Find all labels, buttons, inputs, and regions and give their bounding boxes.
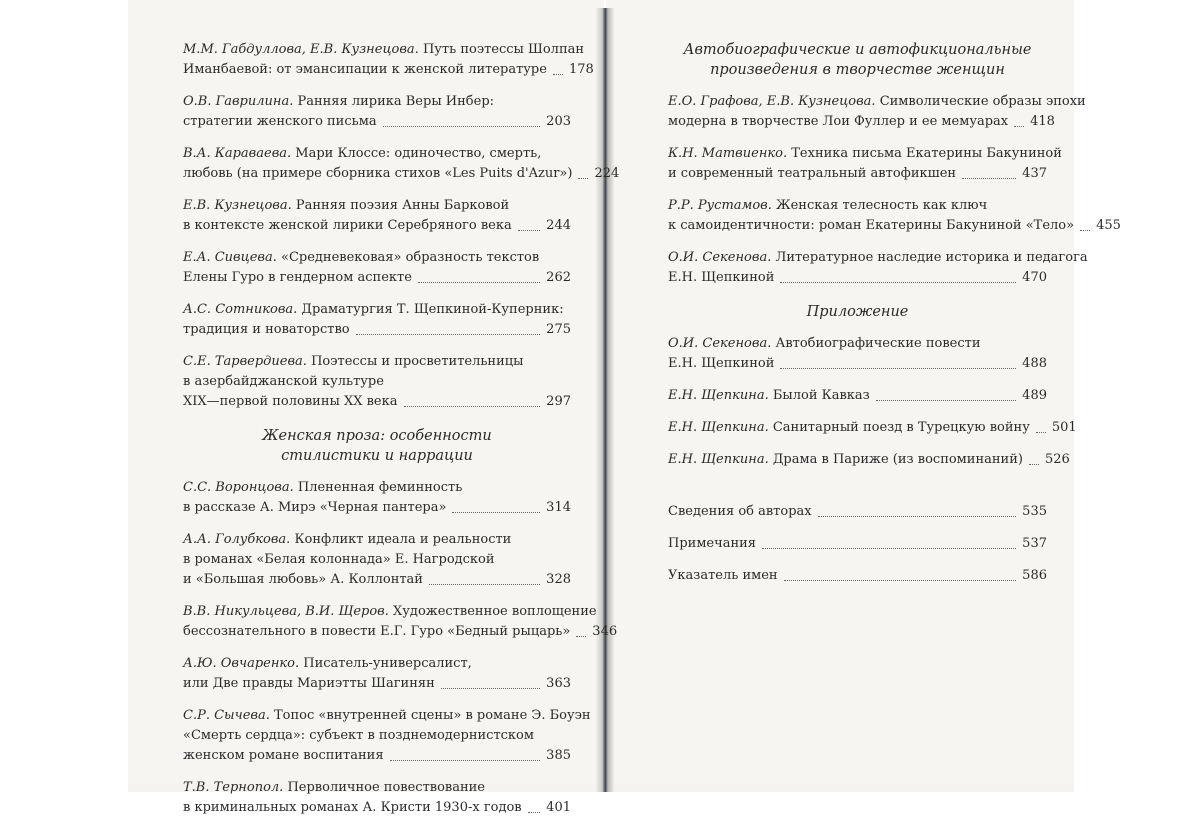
toc-entry-line	[183, 92, 571, 112]
toc-entry-line	[668, 354, 1047, 374]
toc-entry-line	[668, 196, 1047, 216]
toc-title: Е.Н. Щепкиной	[668, 356, 775, 371]
toc-entry	[668, 334, 1047, 374]
toc-author: О.И. Секенова.	[668, 250, 772, 265]
toc-entry-line	[183, 530, 571, 550]
toc-title: Поэтессы и просветительницы	[311, 354, 524, 369]
toc-entry	[183, 530, 571, 590]
toc-title: Автобиографические повести	[775, 336, 981, 351]
toc-entry-line	[668, 418, 1077, 438]
toc-entry-line	[183, 320, 571, 340]
toc-title: Ранняя лирика Веры Инбер:	[297, 94, 495, 109]
toc-title: или Две правды Мариэтты Шагинян	[183, 676, 435, 691]
toc-author: В.В. Никульцева, В.И. Щеров.	[183, 604, 389, 619]
toc-entry-line	[183, 706, 591, 726]
toc-entry-line	[183, 196, 571, 216]
toc-entry	[668, 502, 1047, 522]
right-page-contents	[668, 40, 1121, 598]
toc-entry-line	[183, 570, 571, 590]
toc-entry-line	[183, 798, 571, 818]
book-spine	[596, 8, 614, 792]
toc-entry	[183, 654, 571, 694]
toc-title: бессознательного в повести Е.Г. Гуро «Бедный рыцарь»	[183, 624, 571, 639]
toc-entry-line	[668, 566, 1047, 586]
dot-leader	[1014, 125, 1024, 127]
toc-author: А.С. Сотникова.	[183, 302, 298, 317]
dot-leader	[876, 399, 1016, 401]
dot-leader	[818, 515, 1017, 517]
toc-entry-line	[668, 92, 1086, 112]
toc-entry	[668, 534, 1047, 554]
dot-leader	[784, 579, 1017, 581]
toc-entry-line	[668, 164, 1047, 184]
toc-entry	[183, 92, 571, 132]
toc-title: Былой Кавказ	[772, 388, 870, 403]
toc-title: в контексте женской лирики Серебряного века	[183, 218, 512, 233]
toc-page-number: 401	[546, 800, 571, 815]
toc-list	[668, 502, 1047, 586]
toc-title: любовь (на примере сборника стихов «Les Puits d'Azur»)	[183, 166, 573, 181]
toc-author: К.Н. Матвиенко.	[668, 146, 788, 161]
toc-entry-line	[183, 268, 571, 288]
toc-page-number: 203	[546, 114, 571, 129]
toc-title: Перволичное повествование	[287, 780, 485, 795]
toc-entry-line	[183, 352, 571, 372]
dot-leader	[762, 547, 1016, 549]
toc-entry	[183, 300, 571, 340]
toc-entry-line	[668, 248, 1088, 268]
toc-page-number: 537	[1022, 536, 1047, 551]
toc-entry	[183, 778, 571, 818]
toc-title: Ранняя поэзия Анны Барковой	[295, 198, 510, 213]
toc-list	[183, 478, 618, 818]
dot-leader	[576, 635, 586, 637]
toc-page-number: 244	[546, 218, 571, 233]
toc-author: М.М. Габдуллова, Е.В. Кузнецова.	[183, 42, 419, 57]
toc-entry	[668, 92, 1086, 132]
toc-entry-line	[183, 674, 571, 694]
toc-entry-line	[183, 746, 571, 766]
toc-title: в азербайджанской культуре	[183, 374, 384, 389]
toc-page-number: 314	[546, 500, 571, 515]
toc-author: С.Р. Сычева.	[183, 708, 270, 723]
toc-title: и «Большая любовь» А. Коллонтай	[183, 572, 423, 587]
toc-page-number: 297	[546, 394, 571, 409]
toc-page-number: 178	[568, 62, 594, 77]
toc-author: О.В. Гаврилина.	[183, 94, 294, 109]
dot-leader	[518, 229, 540, 231]
toc-title: Примечания	[668, 536, 757, 551]
toc-entry-line	[668, 450, 1070, 470]
dot-leader	[780, 281, 1016, 283]
dot-leader	[1036, 431, 1046, 433]
toc-author: Е.В. Кузнецова.	[183, 198, 292, 213]
toc-entry	[183, 196, 571, 236]
toc-entry-line	[183, 654, 571, 674]
toc-page-number: 328	[546, 572, 571, 587]
toc-title: Литературное наследие историка и педагога	[775, 250, 1088, 265]
toc-title: Е.Н. Щепкиной	[668, 270, 775, 285]
dot-leader	[383, 125, 541, 127]
dot-leader	[452, 511, 540, 513]
toc-entry-line	[668, 112, 1055, 132]
toc-page-number: 363	[546, 676, 571, 691]
toc-page-number: 526	[1044, 452, 1070, 467]
dot-leader	[1080, 229, 1090, 231]
toc-title: Топос «внутренней сцены» в романе Э. Боуэн	[274, 708, 591, 723]
toc-entry	[668, 248, 1088, 288]
toc-page-number: 455	[1096, 218, 1121, 233]
toc-entry	[183, 706, 591, 766]
toc-title: Иманбаевой: от эмансипации к женской литературе	[183, 62, 547, 77]
dot-leader	[578, 177, 588, 179]
toc-title: Мари Клоссе: одиночество, смерть,	[295, 146, 542, 161]
toc-title: Елены Гуро в гендерном аспекте	[183, 270, 412, 285]
toc-entry-line	[183, 478, 571, 498]
toc-entry-line	[183, 248, 571, 268]
dot-leader	[441, 687, 540, 689]
toc-entry	[183, 352, 571, 412]
toc-page-number: 501	[1051, 420, 1077, 435]
toc-entry-line	[183, 550, 571, 570]
toc-title: Драматургия Т. Щепкиной-Куперник:	[301, 302, 564, 317]
toc-entry-line	[183, 778, 571, 798]
dot-leader	[780, 367, 1016, 369]
toc-entry-line	[183, 164, 620, 184]
dot-leader	[553, 73, 563, 75]
toc-title: Художественное воплощение	[393, 604, 597, 619]
dot-leader	[390, 759, 541, 761]
toc-page-number: 489	[1022, 388, 1047, 403]
toc-title: «Средневековая» образность текстов	[280, 250, 540, 265]
toc-author: А.А. Голубкова.	[183, 532, 291, 547]
toc-title: Сведения об авторах	[668, 504, 812, 519]
toc-author: О.И. Секенова.	[668, 336, 772, 351]
toc-entry	[668, 196, 1121, 236]
toc-entry	[668, 144, 1062, 184]
toc-page-number: 488	[1022, 356, 1047, 371]
toc-title: Указатель имен	[668, 568, 778, 583]
appendix-title: Приложение	[806, 304, 909, 320]
toc-author: Е.А. Сивцева.	[183, 250, 277, 265]
toc-author: Р.Р. Рустамов.	[668, 198, 772, 213]
toc-author: С.Е. Тарвердиева.	[183, 354, 307, 369]
toc-entry	[183, 144, 620, 184]
toc-title: к самоидентичности: роман Екатерины Бакуниной «Тело»	[668, 218, 1075, 233]
dot-leader	[429, 583, 540, 585]
toc-entry-line	[668, 216, 1121, 236]
toc-entry	[183, 40, 594, 80]
section-title: Женская проза: особенности стилистики и наррации	[262, 428, 492, 464]
toc-title: женском романе воспитания	[183, 748, 384, 763]
toc-page-number: 275	[546, 322, 571, 337]
toc-page-number: 385	[546, 748, 571, 763]
toc-entry	[668, 418, 1077, 438]
toc-entry	[183, 602, 618, 642]
section-title: Автобиографические и автофикциональные произведения в творчестве женщин	[683, 42, 1032, 78]
toc-page-number: 535	[1022, 504, 1047, 519]
toc-author: В.А. Караваева.	[183, 146, 292, 161]
dot-leader	[356, 333, 541, 335]
toc-entry	[668, 386, 1047, 406]
toc-author: Т.В. Тернопол.	[183, 780, 284, 795]
toc-author: А.Ю. Овчаренко.	[183, 656, 300, 671]
dot-leader	[1029, 463, 1039, 465]
left-page-contents	[183, 40, 620, 830]
toc-entry	[668, 450, 1070, 470]
toc-entry-line	[183, 602, 597, 622]
toc-entry-line	[183, 144, 571, 164]
toc-page-number: 346	[592, 624, 618, 639]
toc-author: С.С. Воронцова.	[183, 480, 294, 495]
toc-entry-line	[183, 112, 571, 132]
toc-entry-line	[183, 300, 571, 320]
toc-page-number: 437	[1022, 166, 1047, 181]
toc-title: стратегии женского письма	[183, 114, 377, 129]
toc-entry	[183, 248, 571, 288]
toc-entry-line	[183, 40, 585, 60]
toc-page-number: 586	[1022, 568, 1047, 583]
toc-entry-line	[668, 386, 1047, 406]
toc-title: Плененная феминность	[297, 480, 463, 495]
toc-title: Санитарный поезд в Турецкую войну	[772, 420, 1030, 435]
toc-author: Е.Н. Щепкина.	[668, 452, 769, 467]
dot-leader	[528, 811, 541, 813]
toc-entry-line	[183, 622, 618, 642]
toc-author: Е.Н. Щепкина.	[668, 420, 769, 435]
dot-leader	[404, 405, 541, 407]
toc-title: Путь поэтессы Шолпан	[422, 42, 585, 57]
toc-list	[183, 40, 620, 412]
toc-title: Конфликт идеала и реальности	[294, 532, 512, 547]
dot-leader	[962, 177, 1016, 179]
toc-entry	[668, 566, 1047, 586]
toc-title: традиция и новаторство	[183, 322, 350, 337]
toc-list	[668, 334, 1077, 470]
toc-title: «Смерть сердца»: субъект в позднемодернистском	[183, 728, 534, 743]
toc-title: и современный театральный автофикшен	[668, 166, 957, 181]
toc-entry-line	[668, 334, 1047, 354]
dot-leader	[418, 281, 540, 283]
toc-entry-line	[668, 502, 1047, 522]
toc-entry-line	[668, 268, 1047, 288]
toc-author: Е.Н. Щепкина.	[668, 388, 769, 403]
toc-page-number: 262	[546, 270, 571, 285]
toc-entry-line	[183, 60, 594, 80]
toc-entry-line	[183, 726, 571, 746]
toc-list	[668, 92, 1121, 288]
toc-entry-line	[183, 392, 571, 412]
toc-entry-line	[183, 498, 571, 518]
toc-entry-line	[183, 372, 571, 392]
toc-entry-line	[183, 216, 571, 236]
toc-title: Символические образы эпохи	[879, 94, 1086, 109]
toc-entry-line	[668, 534, 1047, 554]
toc-title: в рассказе А. Мирэ «Черная пантера»	[183, 500, 447, 515]
toc-title: Женская телесность как ключ	[775, 198, 988, 213]
toc-author: Е.О. Графова, Е.В. Кузнецова.	[668, 94, 876, 109]
toc-page-number: 418	[1030, 114, 1055, 129]
toc-title: в романах «Белая колоннада» Е. Нагродской	[183, 552, 495, 567]
toc-title: Драма в Париже (из воспоминаний)	[772, 452, 1023, 467]
toc-page-number: 470	[1022, 270, 1047, 285]
toc-title: XIX—первой половины XX века	[183, 394, 398, 409]
toc-title: модерна в творчестве Лои Фуллер и ее мемуарах	[668, 114, 1009, 129]
toc-entry	[183, 478, 571, 518]
toc-title: Писатель-универсалист,	[303, 656, 472, 671]
toc-title: в криминальных романах А. Кристи 1930-х годов	[183, 800, 522, 815]
toc-entry-line	[668, 144, 1062, 164]
toc-page-number: 224	[594, 166, 620, 181]
toc-title: Техника письма Екатерины Бакуниной	[791, 146, 1062, 161]
